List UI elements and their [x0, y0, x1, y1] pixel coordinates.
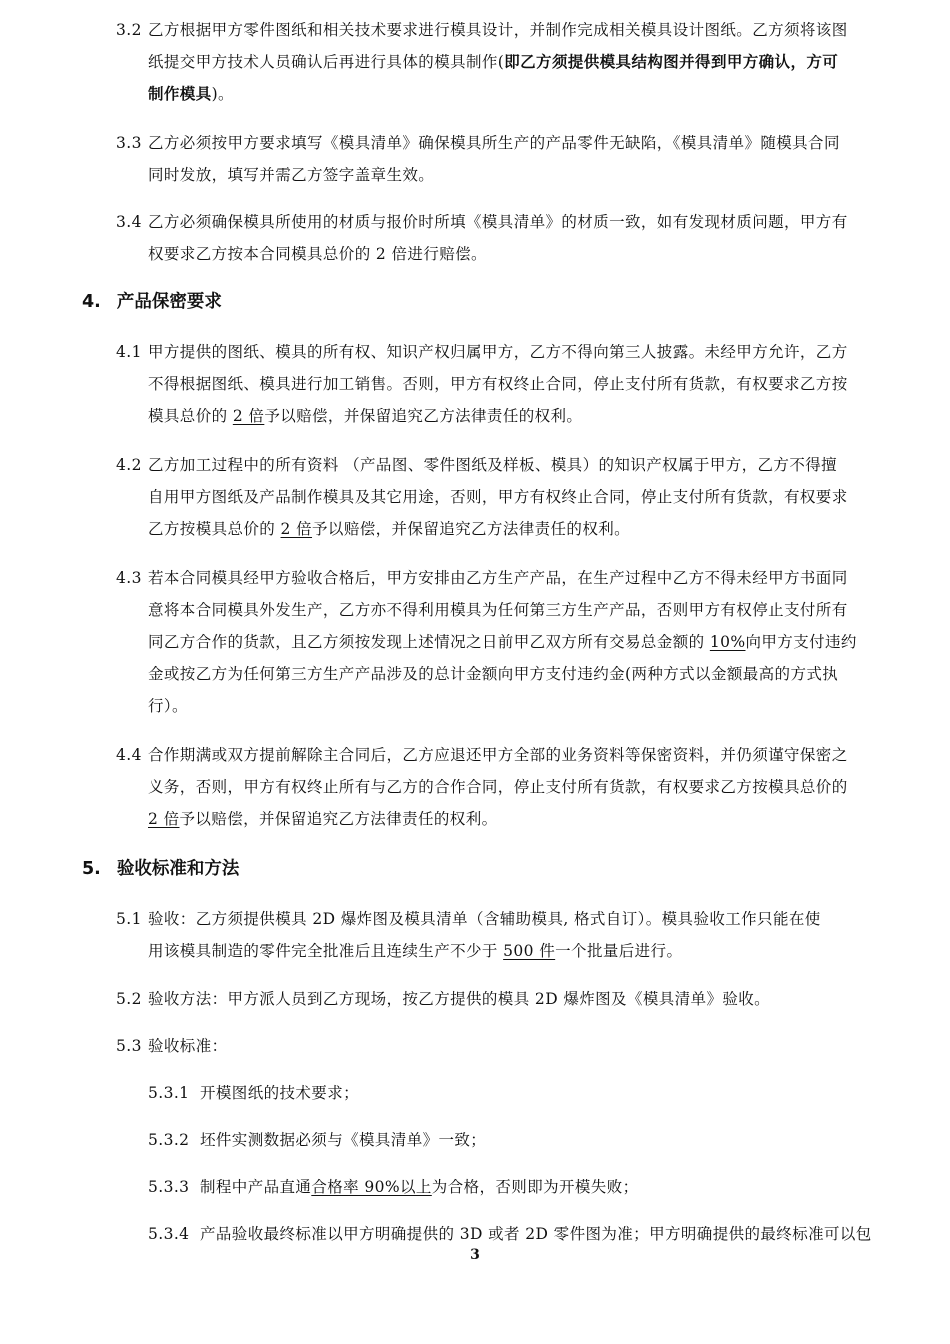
clause-number: 5.1: [116, 910, 142, 928]
underlined-text: 合格率 90%以上: [311, 1178, 432, 1196]
section-title: 验收标准和方法: [116, 859, 240, 879]
clause-5-3-3: [148, 1171, 639, 1203]
clause-text-line: 2 倍予以赔偿，并保留追究乙方法律责任的权利。: [148, 810, 498, 828]
clause-text-line: 用该模具制造的零件完全批准后且连续生产不少于 500 件一个批量后进行。: [148, 942, 683, 960]
clause-text-line: 权要求乙方按本合同模具总价的 2 倍进行赔偿。: [148, 245, 487, 263]
clause-text-line: 乙方加工过程中的所有资料 （产品图、零件图纸及样板、模具）的知识产权属于甲方，乙方不得擅: [148, 456, 838, 474]
clause-number: 4.1: [116, 343, 142, 361]
clause-3-2: [116, 14, 848, 110]
clause-number: 3.3: [116, 134, 142, 152]
clause-number: 5.3.2: [148, 1131, 190, 1149]
bold-text: 即乙方须提供模具结构图并得到甲方确认，方可: [504, 52, 839, 71]
underlined-text: 2 倍: [232, 407, 265, 425]
clause-text-line: 乙方必须确保模具所使用的材质与报价时所填《模具清单》的材质一致，如有发现材质问题，甲方有: [148, 213, 848, 231]
clause-number: 5.2: [116, 990, 142, 1008]
section-heading-5: [82, 854, 239, 884]
clause-5-3-2: [148, 1124, 486, 1156]
clause-number: 5.3: [116, 1037, 142, 1055]
clause-text-line: 同乙方合作的货款，且乙方须按发现上述情况之日前甲乙双方所有交易总金额的 10%向甲方支付违约: [148, 633, 857, 651]
clause-number: 5.3.3: [148, 1178, 190, 1196]
clause-text-line: 纸提交甲方技术人员确认后再进行具体的模具制作(即乙方须提供模具结构图并得到甲方确认，方可: [148, 52, 839, 71]
clause-text-line: 合作期满或双方提前解除主合同后，乙方应退还甲方全部的业务资料等保密资料，并仍须谨守保密之: [148, 746, 848, 764]
clause-text-line: 金或按乙方为任何第三方生产产品涉及的总计金额向甲方支付违约金(两种方式以金额最高的方式执: [148, 665, 839, 683]
underlined-text: 2 倍: [148, 810, 180, 828]
clause-text-line: 模具总价的 2 倍予以赔偿，并保留追究乙方法律责任的权利。: [148, 407, 583, 425]
clause-text-line: 甲方提供的图纸、模具的所有权、知识产权归属甲方，乙方不得向第三人披露。未经甲方允许，乙方: [148, 343, 848, 361]
clause-text-line: 验收标准：: [148, 1037, 228, 1055]
clause-number: 4.2: [116, 456, 142, 474]
underlined-text: 2 倍: [280, 520, 313, 538]
clause-number: 5.3.1: [148, 1084, 190, 1102]
clause-number: 4.3: [116, 569, 142, 587]
clause-text-line: 坯件实测数据必须与《模具清单》一致；: [200, 1131, 487, 1149]
clause-5-2: [116, 983, 770, 1015]
clause-text-line: 验收方法：甲方派人员到乙方现场，按乙方提供的模具 2D 爆炸图及《模具清单》验收。: [148, 990, 771, 1008]
clause-text-line: 验收：乙方须提供模具 2D 爆炸图及模具清单（含辅助模具, 格式自订）。模具验收工作只能在使: [148, 910, 821, 928]
clause-text-line: 制程中产品直通合格率 90%以上为合格，否则即为开模失败；: [200, 1178, 639, 1196]
clause-text-line: 义务，否则，甲方有权终止所有与乙方的合作合同，停止支付所有货款，有权要求乙方按模具总价的: [148, 778, 848, 796]
clause-text-line: 自用甲方图纸及产品制作模具及其它用途，否则，甲方有权终止合同，停止支付所有货款，有权要求: [148, 488, 848, 506]
clause-5-3-1: [148, 1077, 359, 1109]
clause-3-4: [116, 206, 848, 270]
section-number: 5.: [82, 859, 101, 879]
clause-text-line: 制作模具)。: [148, 84, 234, 103]
section-heading-4: [82, 287, 222, 317]
page-number: 3: [470, 1247, 480, 1263]
clause-text-line: 乙方必须按甲方要求填写《模具清单》确保模具所生产的产品零件无缺陷，《模具清单》随模具合同: [148, 134, 840, 152]
clause-number: 3.4: [116, 213, 142, 231]
section-title: 产品保密要求: [116, 292, 222, 312]
clause-4-3: [116, 562, 857, 722]
clause-3-3: [116, 127, 840, 191]
clause-5-3-4: [148, 1218, 872, 1250]
clause-text-line: 不得根据图纸、模具进行加工销售。否则，甲方有权终止合同，停止支付所有货款，有权要求乙方按: [148, 375, 848, 393]
clause-text-line: 行）。: [148, 697, 188, 715]
clause-text-line: 产品验收最终标准以甲方明确提供的 3D 或者 2D 零件图为准；甲方明确提供的最终标准可以包: [200, 1225, 872, 1243]
clause-number: 4.4: [116, 746, 142, 764]
section-number: 4.: [82, 292, 101, 312]
clause-text-line: 意将本合同模具外发生产，乙方亦不得利用模具为任何第三方生产产品，否则甲方有权停止支付所有: [148, 601, 848, 619]
clause-text-line: 若本合同模具经甲方验收合格后，甲方安排由乙方生产产品，在生产过程中乙方不得未经甲方书面同: [148, 569, 848, 587]
clause-4-2: [116, 449, 848, 545]
bold-text: 制作模具: [148, 84, 212, 103]
clause-5-1: [116, 903, 821, 967]
clause-4-1: [116, 336, 848, 432]
clause-4-4: [116, 739, 848, 835]
clause-text-line: 乙方根据甲方零件图纸和相关技术要求进行模具设计，并制作完成相关模具设计图纸。乙方须将该图: [148, 21, 848, 39]
clause-text-line: 同时发放，填写并需乙方签字盖章生效。: [148, 166, 435, 184]
clause-5-3: [116, 1030, 228, 1062]
underlined-text: 10%: [709, 633, 746, 651]
clause-text-line: 开模图纸的技术要求；: [200, 1084, 360, 1102]
clause-text-line: 乙方按模具总价的 2 倍予以赔偿，并保留追究乙方法律责任的权利。: [148, 520, 631, 538]
clause-number: 3.2: [116, 21, 142, 39]
underlined-text: 500 件: [503, 942, 556, 960]
clause-number: 5.3.4: [148, 1225, 190, 1243]
